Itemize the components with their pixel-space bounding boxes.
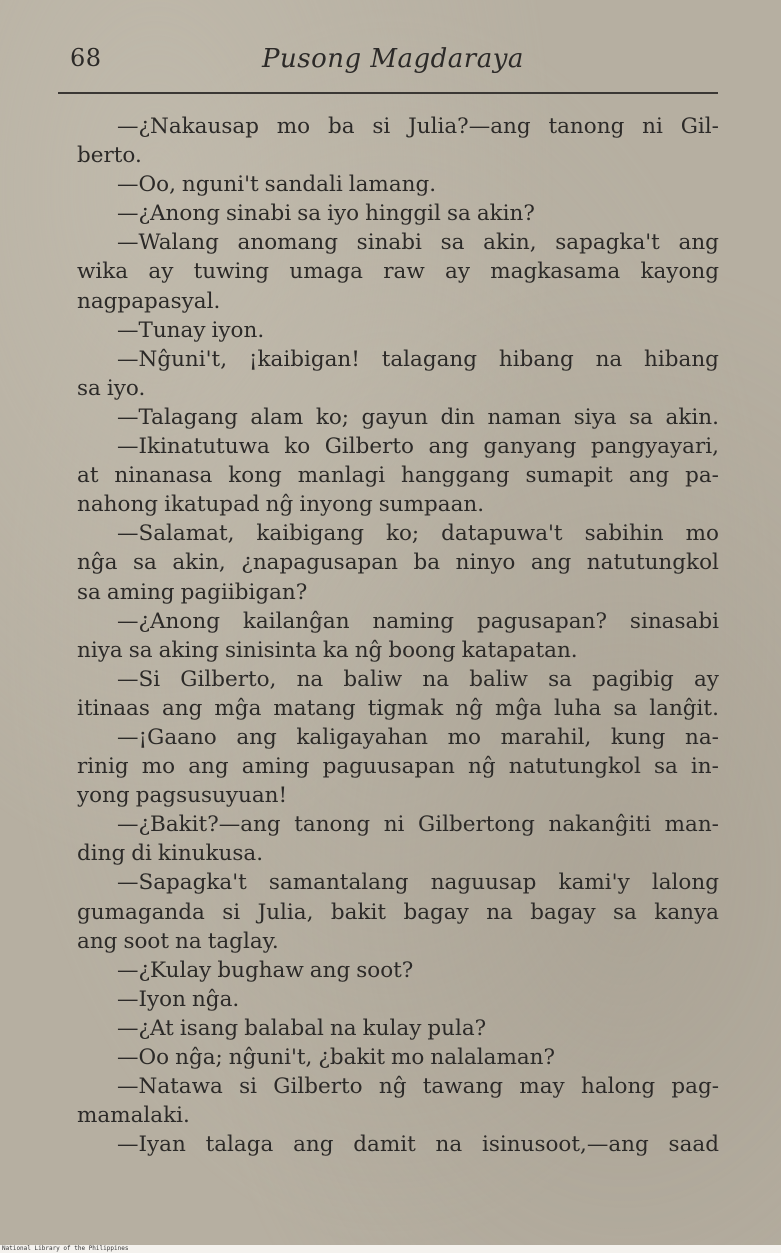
text-line: at ninanasa kong manlagi hanggang sumapit ang pa-: [77, 463, 719, 489]
text-line: —Iyon nĝa.: [117, 986, 240, 1012]
text-line: —Ikinatutuwa ko Gilberto ang ganyang pangyayari,: [117, 434, 719, 460]
text-line: —Iyan talaga ang damit na isinusoot,—ang saad: [117, 1132, 719, 1158]
text-line: —Talagang alam ko; gayun din naman siya sa akin.: [117, 404, 719, 430]
text-line: wika ay tuwing umaga raw ay magkasama kayong: [77, 259, 719, 285]
header-rule: [58, 92, 718, 94]
text-line: —¿Bakit?—ang tanong ni Gilbertong nakanĝiti man-: [117, 812, 719, 838]
text-line: yong pagsusuyuan!: [77, 783, 288, 809]
text-line: —¿Nakausap mo ba si Julia?—ang tanong ni Gil-: [117, 114, 719, 139]
text-line: —¿Kulay bughaw ang soot?: [117, 957, 414, 983]
text-line: —Si Gilberto, na baliw na baliw sa pagibig ay: [117, 666, 719, 692]
text-line: nahong ikatupad nĝ inyong sumpaan.: [77, 492, 485, 518]
text-line: mamalaki.: [77, 1103, 190, 1129]
page-number: 68: [70, 44, 102, 72]
text-line: —Salamat, kaibigang ko; datapuwa't sabihin mo: [117, 521, 719, 547]
text-line: —Oo, nguni't sandali lamang.: [117, 172, 437, 198]
library-footer: National Library of the Philippines: [0, 1245, 781, 1253]
text-line: —Nĝuni't, ¡kaibigan! talagang hibang na hibang: [117, 346, 719, 372]
text-line: —¿Anong kailanĝan naming pagusapan? sinasabi: [117, 608, 719, 634]
page-header: [70, 44, 720, 84]
text-line: sa aming pagiibigan?: [77, 579, 308, 605]
text-line: rinig mo ang aming paguusapan nĝ natutungkol sa in-: [77, 754, 719, 780]
text-line: —¿At isang balabal na kulay pula?: [117, 1015, 487, 1041]
text-line: —Sapagka't samantalang naguusap kami'y lalong: [117, 870, 719, 896]
text-line: nĝa sa akin, ¿napagusapan ba ninyo ang natutungkol: [77, 550, 719, 576]
text-line: —Natawa si Gilberto nĝ tawang may halong pag-: [117, 1074, 719, 1100]
text-line: itinaas ang mĝa matang tigmak nĝ mĝa luha sa lanĝit.: [77, 695, 719, 721]
text-line: —Oo nĝa; nĝuni't, ¿bakit mo nalalaman?: [117, 1045, 556, 1070]
text-line: sa iyo.: [77, 375, 146, 401]
text-line: —Tunay iyon.: [117, 317, 265, 343]
text-line: —¿Anong sinabi sa iyo hinggil sa akin?: [117, 201, 535, 227]
text-line: berto.: [77, 143, 142, 169]
text-line: —¡Gaano ang kaligayahan mo marahil, kung na-: [117, 724, 719, 750]
text-line: gumaganda si Julia, bakit bagay na bagay sa kanya: [77, 899, 719, 925]
text-line: —Walang anomang sinabi sa akin, sapagka't ang: [117, 230, 719, 256]
running-title: Pusong Magdaraya: [262, 44, 524, 74]
body-text: [77, 112, 719, 1159]
text-line: nagpapasyal.: [77, 288, 221, 314]
text-line: ding di kinukusa.: [77, 841, 264, 867]
text-line: ang soot na taglay.: [77, 928, 279, 954]
text-line: niya sa aking sinisinta ka nĝ boong katapatan.: [77, 637, 578, 663]
